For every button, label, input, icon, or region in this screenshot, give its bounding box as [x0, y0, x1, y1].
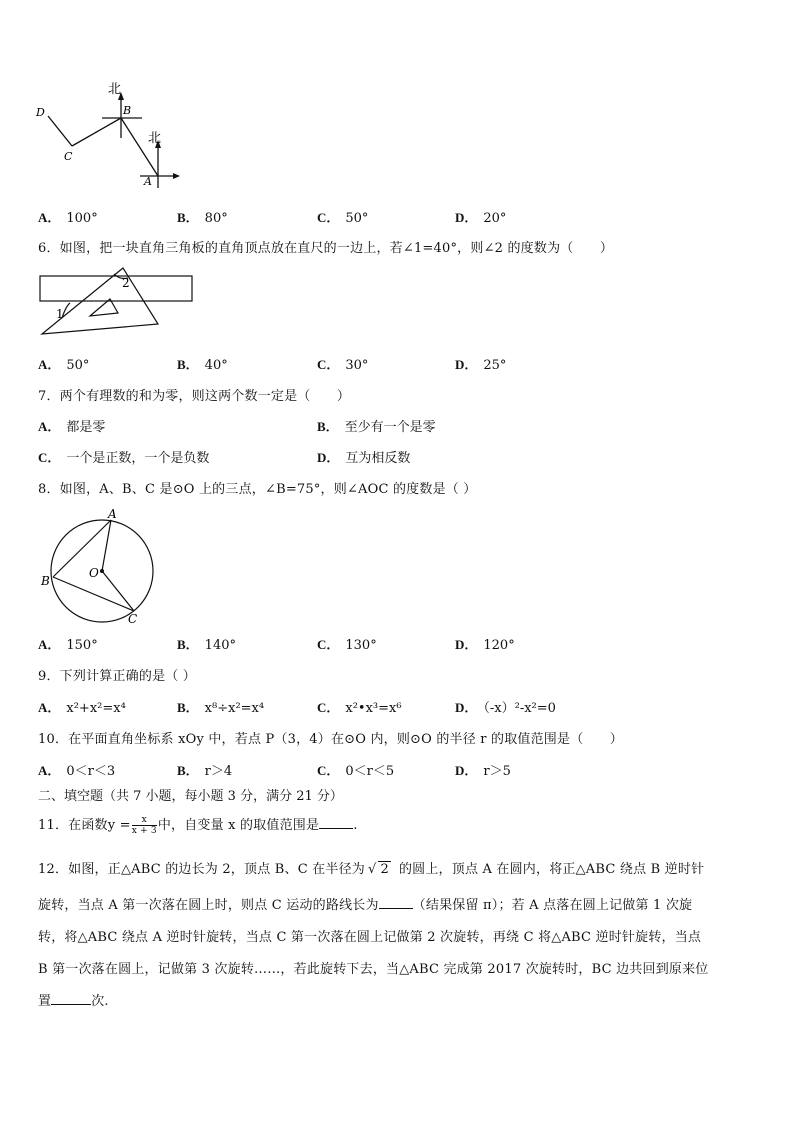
- center-dot: [100, 569, 104, 573]
- q12-sqrt-value: 2: [380, 862, 389, 877]
- q8-circle-figure: [38, 505, 160, 627]
- q11-denominator: x + 3: [131, 826, 157, 836]
- q7-option-c[interactable]: C． 一个是正数，一个是负数: [38, 450, 210, 466]
- q10-option-c[interactable]: C． 0＜r＜5: [317, 763, 395, 779]
- q5-option-c[interactable]: C． 50°: [317, 210, 369, 226]
- label-c: C: [128, 612, 138, 626]
- q8-option-c[interactable]: C． 130°: [317, 637, 377, 653]
- q12-answer-blank-2[interactable]: [51, 990, 91, 1005]
- q6-option-b[interactable]: B． 40°: [177, 357, 228, 373]
- label-north-a: 北: [148, 131, 162, 146]
- east-arrow-a: [173, 173, 180, 179]
- q10-option-d[interactable]: D． r＞5: [455, 763, 511, 779]
- label-b: B: [123, 104, 132, 117]
- q12-line-4: B 第一次落在圆上，记做第 3 次旋转……，若此旋转下去，当△ABC 完成第 2017 次旋转时，BC 边共回到原来位: [38, 962, 709, 977]
- q5-option-b[interactable]: B． 80°: [177, 210, 228, 226]
- q11-func-y: y =: [107, 818, 131, 833]
- sqrt-symbol: √: [367, 862, 377, 877]
- q12-line-2b: （结果保留 π）；若 A 点落在圆上记做第 1 次旋: [412, 898, 693, 913]
- q8-stem: 8．如图，A、B、C 是⊙O 上的三点，∠B=75°，则∠AOC 的度数是（ ）: [38, 482, 477, 497]
- q8-option-a[interactable]: A． 150°: [38, 637, 98, 653]
- label-b: B: [41, 574, 50, 588]
- q6-option-c[interactable]: C． 30°: [317, 357, 369, 373]
- q10-option-a[interactable]: A． 0＜r＜3: [38, 763, 116, 779]
- q10-stem: 10．在平面直角坐标系 xOy 中，若点 P（3，4）在⊙O 内，则⊙O 的半径 r 的取值范围是（ ）: [38, 732, 624, 747]
- q8-option-b[interactable]: B． 140°: [177, 637, 236, 653]
- q11-end: .: [353, 818, 358, 833]
- q10-option-b[interactable]: B． r＞4: [177, 763, 233, 779]
- segment-cb: [72, 118, 121, 146]
- q11-prefix: 11．在函数: [38, 818, 108, 833]
- q12-line-2: [38, 894, 692, 913]
- q5-option-d[interactable]: D． 20°: [455, 210, 507, 226]
- section-title-fill-in: 二、填空题（共 7 小题，每小题 3 分，满分 21 分）: [38, 789, 343, 804]
- q8-option-d[interactable]: D． 120°: [455, 637, 515, 653]
- q5-option-a[interactable]: A． 100°: [38, 210, 98, 226]
- q11-line: [38, 814, 358, 837]
- q11-suffix: 中，自变量 x 的取值范围是: [157, 818, 320, 833]
- label-d: D: [36, 106, 45, 119]
- q11-numerator: x: [132, 815, 157, 826]
- label-a: A: [144, 175, 152, 188]
- segment-dc: [48, 116, 72, 146]
- q7-stem: 7．两个有理数的和为零，则这两个数一定是（ ）: [38, 389, 351, 404]
- q12-line-5b: 次.: [91, 994, 109, 1009]
- label-north-b: 北: [108, 82, 122, 97]
- q12-line-1b: 的圆上，顶点 A 在圆内，将正△ABC 绕点 B 逆时针: [398, 862, 705, 877]
- q12-line-1a: 12．如图，正△ABC 的边长为 2，顶点 B、C 在半径为: [38, 862, 365, 877]
- q11-fraction: [132, 815, 157, 836]
- q9-option-c[interactable]: C． x²•x³=x⁶: [317, 700, 402, 716]
- q9-option-b[interactable]: B． x⁸÷x²=x⁴: [177, 700, 265, 716]
- q12-line-1: [38, 858, 704, 877]
- q12-line-2a: 旋转，当点 A 第一次落在圆上时，则点 C 运动的路线长为: [38, 898, 379, 913]
- q5-direction-figure: [30, 78, 190, 193]
- label-c: C: [64, 150, 73, 163]
- label-angle-1: 1: [56, 307, 64, 321]
- label-a: A: [108, 507, 117, 521]
- segment-ba: [121, 118, 158, 176]
- q9-stem: 9．下列计算正确的是（ ）: [38, 669, 197, 684]
- q12-line-5a: 置: [38, 994, 52, 1009]
- label-angle-2: 2: [122, 276, 130, 290]
- q7-option-a[interactable]: A． 都是零: [38, 419, 106, 435]
- q6-option-a[interactable]: A． 50°: [38, 357, 90, 373]
- q6-stem: 6．如图，把一块直角三角板的直角顶点放在直尺的一边上，若∠1=40°，则∠2 的度数为（ ）: [38, 241, 614, 256]
- q7-option-b[interactable]: B． 至少有一个是零: [317, 419, 436, 435]
- q12-line-5: [38, 990, 109, 1009]
- q7-option-d[interactable]: D． 互为相反数: [317, 450, 411, 466]
- label-o: O: [89, 566, 99, 580]
- q6-option-d[interactable]: D． 25°: [455, 357, 507, 373]
- q12-answer-blank-1[interactable]: [379, 894, 413, 909]
- q9-option-d[interactable]: D． （-x）²-x²=0: [455, 700, 556, 716]
- q11-answer-blank[interactable]: [319, 814, 353, 829]
- segment-oc: [102, 571, 134, 611]
- q9-option-a[interactable]: A． x²+x²=x⁴: [38, 700, 126, 716]
- ruler: [40, 276, 192, 301]
- q6-ruler-triangle-figure: [38, 266, 196, 342]
- q12-line-3: 转，将△ABC 绕点 A 逆时针旋转，当点 C 第一次落在圆上记做第 2 次旋转，再绕 C 将△ABC 逆时针旋转，当点: [38, 930, 702, 945]
